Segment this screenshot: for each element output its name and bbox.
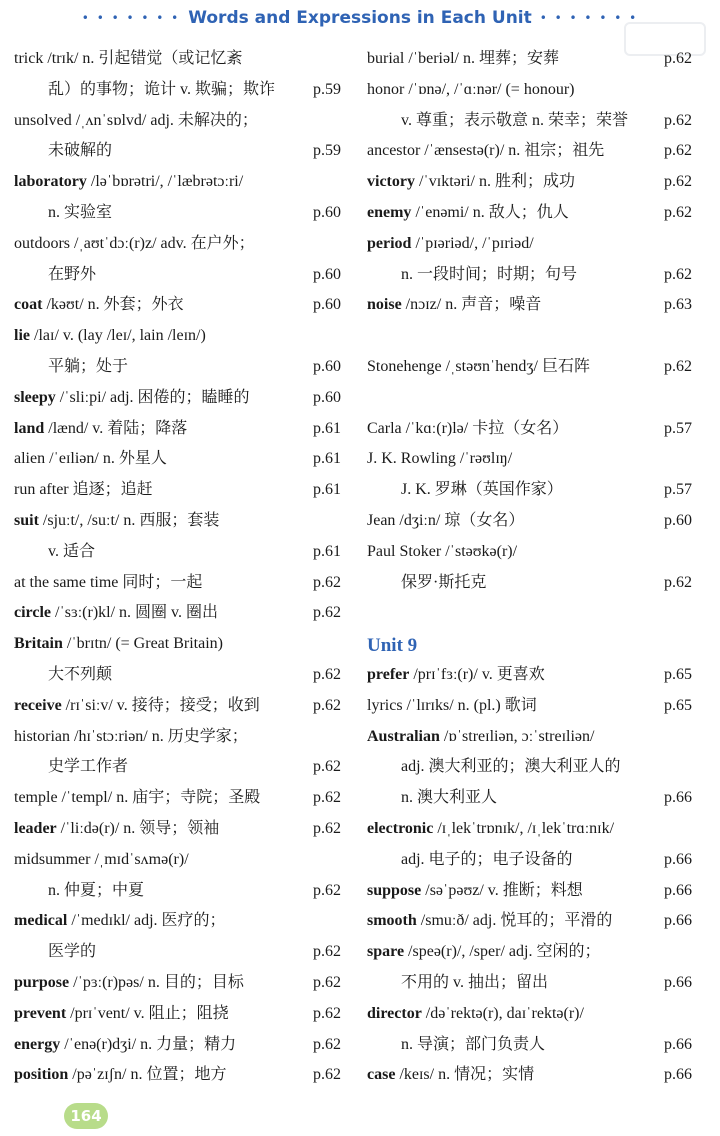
- page-reference: p.66: [664, 850, 692, 868]
- vocab-text: v. 尊重；表示敬意 n. 荣幸；荣誉: [401, 111, 628, 129]
- page-reference: p.60: [313, 296, 341, 314]
- page-reference: p.62: [313, 1004, 341, 1022]
- definition: /ˈsliːpi/ adj. 困倦的；瞌睡的: [55, 388, 250, 406]
- vocab-text: lyrics /ˈlɪrɪks/ n. (pl.) 歌词: [367, 696, 537, 714]
- vocab-line: [367, 167, 692, 198]
- vocab-text: [14, 167, 243, 198]
- page-reference: p.57: [664, 481, 692, 499]
- headword: leader: [14, 819, 57, 837]
- definition: /prɪˈvent/ v. 阻止；阻挠: [66, 1004, 229, 1022]
- definition: /ˈmedɪkl/ adj. 医疗的；: [67, 912, 226, 930]
- vocab-line: [14, 814, 341, 845]
- right-column: [367, 44, 692, 1091]
- vocab-text: temple /ˈtempl/ n. 庙宇；寺院；圣殿: [14, 789, 261, 807]
- headword: smooth: [367, 912, 417, 930]
- headword: Britain: [14, 635, 63, 653]
- page-reference: p.59: [313, 142, 341, 160]
- vocab-line: [14, 475, 341, 506]
- vocab-line: [14, 260, 341, 291]
- definition: /rɪˈsiːv/ v. 接待；接受；收到: [61, 696, 260, 714]
- definition: /sjuːt/, /suːt/ n. 西服；套装: [38, 511, 220, 529]
- headword: director: [367, 1004, 422, 1022]
- vocab-text: Carla /ˈkɑː(r)lə/ 卡拉（女名）: [367, 419, 569, 437]
- definition: /ˈvɪktəri/ n. 胜利；成功: [414, 173, 575, 191]
- vocab-text: at the same time 同时；一起: [14, 573, 203, 591]
- vocab-text: [14, 1030, 236, 1061]
- vocab-text: [367, 814, 614, 845]
- headword: position: [14, 1066, 69, 1084]
- definition: /kəʊt/ n. 外套；外衣: [42, 296, 184, 314]
- headword: victory: [367, 173, 415, 191]
- vocab-text: [367, 722, 594, 753]
- vocab-line: [367, 968, 692, 999]
- definition: /laɪ/ v. (lay /leɪ/, lain /leɪn/): [30, 327, 206, 345]
- vocab-text: Paul Stoker /ˈstəʊkə(r)/: [367, 542, 518, 560]
- vocab-text: historian /hɪˈstɔːriən/ n. 历史学家；: [14, 727, 248, 745]
- headword: energy: [14, 1035, 61, 1053]
- page-reference: p.62: [664, 142, 692, 160]
- vocab-line: [367, 75, 692, 106]
- vocab-text: [14, 691, 260, 722]
- headword: sleepy: [14, 388, 56, 406]
- headword: enemy: [367, 203, 412, 221]
- vocab-text: n. 导演；部门负责人: [401, 1035, 546, 1053]
- vocab-text: Jean /dʒiːn/ 琼（女名）: [367, 511, 525, 529]
- vocab-line: [14, 629, 341, 660]
- page-reference: p.62: [313, 1035, 341, 1053]
- vocab-line: [14, 783, 341, 814]
- page-reference: p.62: [313, 819, 341, 837]
- definition: /ˈbrɪtn/ (= Great Britain): [62, 635, 223, 653]
- page-reference: p.66: [664, 1035, 692, 1053]
- vocab-text: [14, 906, 226, 937]
- page-reference: p.62: [313, 758, 341, 776]
- vocab-text: 保罗·斯托克: [401, 573, 487, 591]
- vocab-line: [367, 414, 692, 445]
- vocab-line: [14, 537, 341, 568]
- vocab-line: [367, 999, 692, 1030]
- vocab-line: [367, 937, 692, 968]
- page-reference: p.60: [313, 203, 341, 221]
- vocab-line: [367, 906, 692, 937]
- headword: circle: [14, 604, 52, 622]
- page-reference: p.60: [664, 511, 692, 529]
- page-reference: p.61: [313, 419, 341, 437]
- vocab-text: n. 实验室: [48, 203, 113, 221]
- vocab-line: [367, 568, 692, 599]
- page-reference: p.62: [664, 203, 692, 221]
- definition: /ˈenə(r)dʒi/ n. 力量；精力: [60, 1035, 237, 1053]
- vocab-text: [14, 968, 244, 999]
- headword: electronic: [367, 819, 434, 837]
- vocab-text: [14, 414, 187, 445]
- vocab-text: n. 仲夏；中夏: [48, 881, 145, 899]
- page-reference: p.62: [313, 573, 341, 591]
- page-title: Words and Expressions in Each Unit: [188, 8, 532, 28]
- definition: /ˈpɜː(r)pəs/ n. 目的；目标: [69, 973, 244, 991]
- page-reference: p.62: [313, 943, 341, 961]
- headword: medical: [14, 912, 68, 930]
- vocab-line: [14, 1030, 341, 1061]
- vocab-text: J. K. 罗琳（英国作家）: [401, 481, 563, 499]
- vocab-text: 大不列颠: [48, 665, 113, 683]
- page-reference: p.62: [664, 50, 692, 67]
- vocab-line: [367, 352, 692, 383]
- vocab-text: [367, 290, 541, 321]
- vocab-line: [367, 660, 692, 691]
- vocab-text: n. 澳大利亚人: [401, 789, 498, 807]
- vocab-text: [367, 1060, 534, 1091]
- page-reference: p.66: [664, 912, 692, 930]
- vocab-line: [367, 290, 692, 321]
- headword: noise: [367, 296, 402, 314]
- definition: /ˈenəmi/ n. 敌人；仇人: [411, 203, 569, 221]
- vocab-text: 医学的: [48, 943, 97, 961]
- page-reference: p.62: [313, 881, 341, 899]
- page-reference: p.62: [664, 357, 692, 375]
- headword: Australian: [367, 727, 440, 745]
- page-reference: p.62: [664, 573, 692, 591]
- definition: /ɪˌlekˈtrɒnɪk/, /ɪˌlekˈtrɑːnɪk/: [433, 819, 615, 837]
- vocab-line: [367, 845, 692, 876]
- definition: /keɪs/ n. 情况；实情: [395, 1066, 535, 1084]
- page-number-badge: 164: [64, 1103, 108, 1129]
- vocab-text: 不用的 v. 抽出；留出: [401, 973, 548, 991]
- definition: /prɪˈfɜː(r)/ v. 更喜欢: [409, 665, 545, 683]
- vocab-line: [367, 1060, 692, 1091]
- vocab-text: unsolved /ˌʌnˈsɒlvd/ adj. 未解决的；: [14, 111, 258, 129]
- headword: suppose: [367, 881, 422, 899]
- vocab-line: [367, 506, 692, 537]
- headword: period: [367, 234, 412, 252]
- vocab-text: [367, 198, 569, 229]
- headword: prevent: [14, 1004, 67, 1022]
- vocab-text: [367, 167, 575, 198]
- vocab-line: [14, 75, 341, 106]
- vocab-text: [367, 906, 612, 937]
- page-reference: p.66: [664, 973, 692, 991]
- definition: /smuːð/ adj. 悦耳的；平滑的: [416, 912, 613, 930]
- vocab-line: [367, 136, 692, 167]
- unit-heading: Unit 9: [367, 635, 418, 657]
- vocab-text: [367, 876, 583, 907]
- headword: prefer: [367, 665, 410, 683]
- definition: /lænd/ v. 着陆；降落: [44, 419, 188, 437]
- page-reference: p.62: [664, 265, 692, 283]
- vocab-text: [14, 506, 219, 537]
- vocab-line: [14, 290, 341, 321]
- page-reference: p.61: [313, 450, 341, 468]
- vocab-line: [14, 106, 341, 137]
- vocab-text: adj. 澳大利亚的；澳大利亚人的: [401, 758, 621, 776]
- page-reference: p.65: [664, 665, 692, 683]
- page-reference: p.62: [313, 604, 341, 622]
- vocab-text: [14, 999, 229, 1030]
- definition: /dəˈrektə(r), daɪˈrektə(r)/: [421, 1004, 584, 1022]
- vocab-line: [14, 444, 341, 475]
- vocab-line: [14, 968, 341, 999]
- page-reference: p.61: [313, 542, 341, 560]
- vocab-text: adj. 电子的；电子设备的: [401, 850, 573, 868]
- vocab-text: [14, 321, 206, 352]
- vocab-text: run after 追逐；追赶: [14, 481, 153, 499]
- definition: /speə(r)/, /sper/ adj. 空闲的；: [404, 943, 601, 961]
- headword: purpose: [14, 973, 70, 991]
- vocab-line: [14, 229, 341, 260]
- page-reference: p.57: [664, 419, 692, 437]
- vocab-text: v. 适合: [48, 542, 95, 560]
- page-reference: p.62: [664, 173, 692, 191]
- header-dots-right: • • • • • • •: [539, 11, 639, 25]
- vocab-line: [14, 845, 341, 876]
- vocab-text: outdoors /ˌaʊtˈdɔː(r)z/ adv. 在户外；: [14, 234, 255, 252]
- page-reference: p.59: [313, 80, 341, 98]
- vocab-text: burial /ˈberiəl/ n. 埋葬；安葬: [367, 50, 559, 67]
- vocab-text: Stonehenge /ˌstəʊnˈhendʒ/ 巨石阵: [367, 357, 590, 375]
- vocab-text: J. K. Rowling /ˈrəʊlɪŋ/: [367, 450, 513, 468]
- vocab-line: [367, 752, 692, 783]
- vocab-line: [14, 198, 341, 229]
- page-reference: p.66: [664, 789, 692, 807]
- vocab-line: [14, 722, 341, 753]
- vocab-text: [367, 937, 600, 968]
- vocab-line: [367, 876, 692, 907]
- vocab-text: trick /trɪk/ n. 引起错觉（或记忆紊: [14, 50, 243, 67]
- definition: /nɔɪz/ n. 声音；噪音: [401, 296, 542, 314]
- vocab-line: [14, 999, 341, 1030]
- vocab-line: [367, 783, 692, 814]
- page-reference: p.62: [313, 665, 341, 683]
- vocab-line: [367, 198, 692, 229]
- headword: lie: [14, 327, 30, 345]
- definition: /ɒˈstreɪliən, ɔːˈstreɪliən/: [439, 727, 595, 745]
- page-reference: p.63: [664, 296, 692, 314]
- headword: laboratory: [14, 173, 87, 191]
- vocab-line: [367, 260, 692, 291]
- vocab-text: 史学工作者: [48, 758, 129, 776]
- vocab-line: [367, 537, 692, 568]
- vocab-text: honor /ˈɒnə/, /ˈɑːnər/ (= honour): [367, 80, 575, 98]
- vocab-line: [14, 568, 341, 599]
- headword: spare: [367, 943, 405, 961]
- vocab-line: [14, 1060, 341, 1091]
- vocab-line: [367, 814, 692, 845]
- vocab-text: [14, 598, 218, 629]
- page-reference: p.62: [313, 696, 341, 714]
- vocab-line: [14, 352, 341, 383]
- vocab-line: [367, 475, 692, 506]
- vocab-text: [14, 1060, 226, 1091]
- page-reference: p.60: [313, 265, 341, 283]
- page-reference: p.65: [664, 696, 692, 714]
- vocab-text: [14, 814, 219, 845]
- page-reference: p.66: [664, 1066, 692, 1084]
- vocab-line: [14, 321, 341, 352]
- vocab-line: [367, 1030, 692, 1061]
- definition: /ˈpɪəriəd/, /ˈpɪriəd/: [411, 234, 534, 252]
- vocab-text: ancestor /ˈænsestə(r)/ n. 祖宗；祖先: [367, 142, 605, 160]
- vocab-line: [14, 414, 341, 445]
- vocab-line: [367, 106, 692, 137]
- definition: /ˈliːdə(r)/ n. 领导；领袖: [56, 819, 220, 837]
- vocab-line: [14, 598, 341, 629]
- vocab-text: 平躺；处于: [48, 357, 129, 375]
- page-reference: p.62: [664, 111, 692, 129]
- vocab-line: [14, 691, 341, 722]
- vocab-line: [14, 752, 341, 783]
- blank-line: [367, 598, 692, 629]
- vocab-text: 未破解的: [48, 142, 113, 160]
- vocab-line: [14, 167, 341, 198]
- definition: /ˈsɜː(r)kl/ n. 圆圈 v. 圈出: [51, 604, 219, 622]
- vocab-text: [367, 229, 534, 260]
- vocab-line: [14, 44, 341, 75]
- page-header: [0, 0, 720, 36]
- headword: coat: [14, 296, 43, 314]
- vocab-line: [367, 229, 692, 260]
- vocab-text: [14, 629, 223, 660]
- headword: suit: [14, 511, 39, 529]
- vocab-line: [367, 44, 692, 75]
- headword: case: [367, 1066, 396, 1084]
- vocab-line: [14, 937, 341, 968]
- vocab-text: 在野外: [48, 265, 97, 283]
- vocab-line: [14, 136, 341, 167]
- left-column: [14, 44, 341, 1091]
- page-reference: p.62: [313, 973, 341, 991]
- vocab-line: [367, 444, 692, 475]
- vocab-text: [14, 383, 250, 414]
- vocab-text: [367, 999, 584, 1030]
- vocab-line: [367, 722, 692, 753]
- vocab-text: [14, 290, 184, 321]
- headword: receive: [14, 696, 62, 714]
- blank-line: [367, 383, 692, 414]
- page-reference: p.66: [664, 881, 692, 899]
- vocab-text: midsummer /ˌmɪdˈsʌmə(r)/: [14, 850, 189, 868]
- page-reference: p.62: [313, 1066, 341, 1084]
- page-reference: p.61: [313, 481, 341, 499]
- vocab-line: [14, 506, 341, 537]
- blank-line: [367, 321, 692, 352]
- headword: land: [14, 419, 45, 437]
- vocab-text: 乱）的事物；诡计 v. 欺骗；欺诈: [48, 80, 275, 98]
- vocab-text: alien /ˈeɪliən/ n. 外星人: [14, 450, 167, 468]
- page-reference: p.60: [313, 357, 341, 375]
- vocab-line: [367, 691, 692, 722]
- definition: /pəˈzɪʃn/ n. 位置；地方: [68, 1066, 227, 1084]
- definition: /səˈpəʊz/ v. 推断；料想: [421, 881, 583, 899]
- header-dots-left: • • • • • • •: [81, 11, 181, 25]
- definition: /ləˈbɒrətri/, /ˈlæbrətɔːri/: [86, 173, 244, 191]
- vocab-line: [14, 876, 341, 907]
- vocab-text: [367, 660, 545, 691]
- vocab-line: [14, 906, 341, 937]
- page-reference: p.62: [313, 789, 341, 807]
- vocab-line: [14, 660, 341, 691]
- vocab-line: [14, 383, 341, 414]
- vocab-text: n. 一段时间；时期；句号: [401, 265, 578, 283]
- page-reference: p.60: [313, 388, 341, 406]
